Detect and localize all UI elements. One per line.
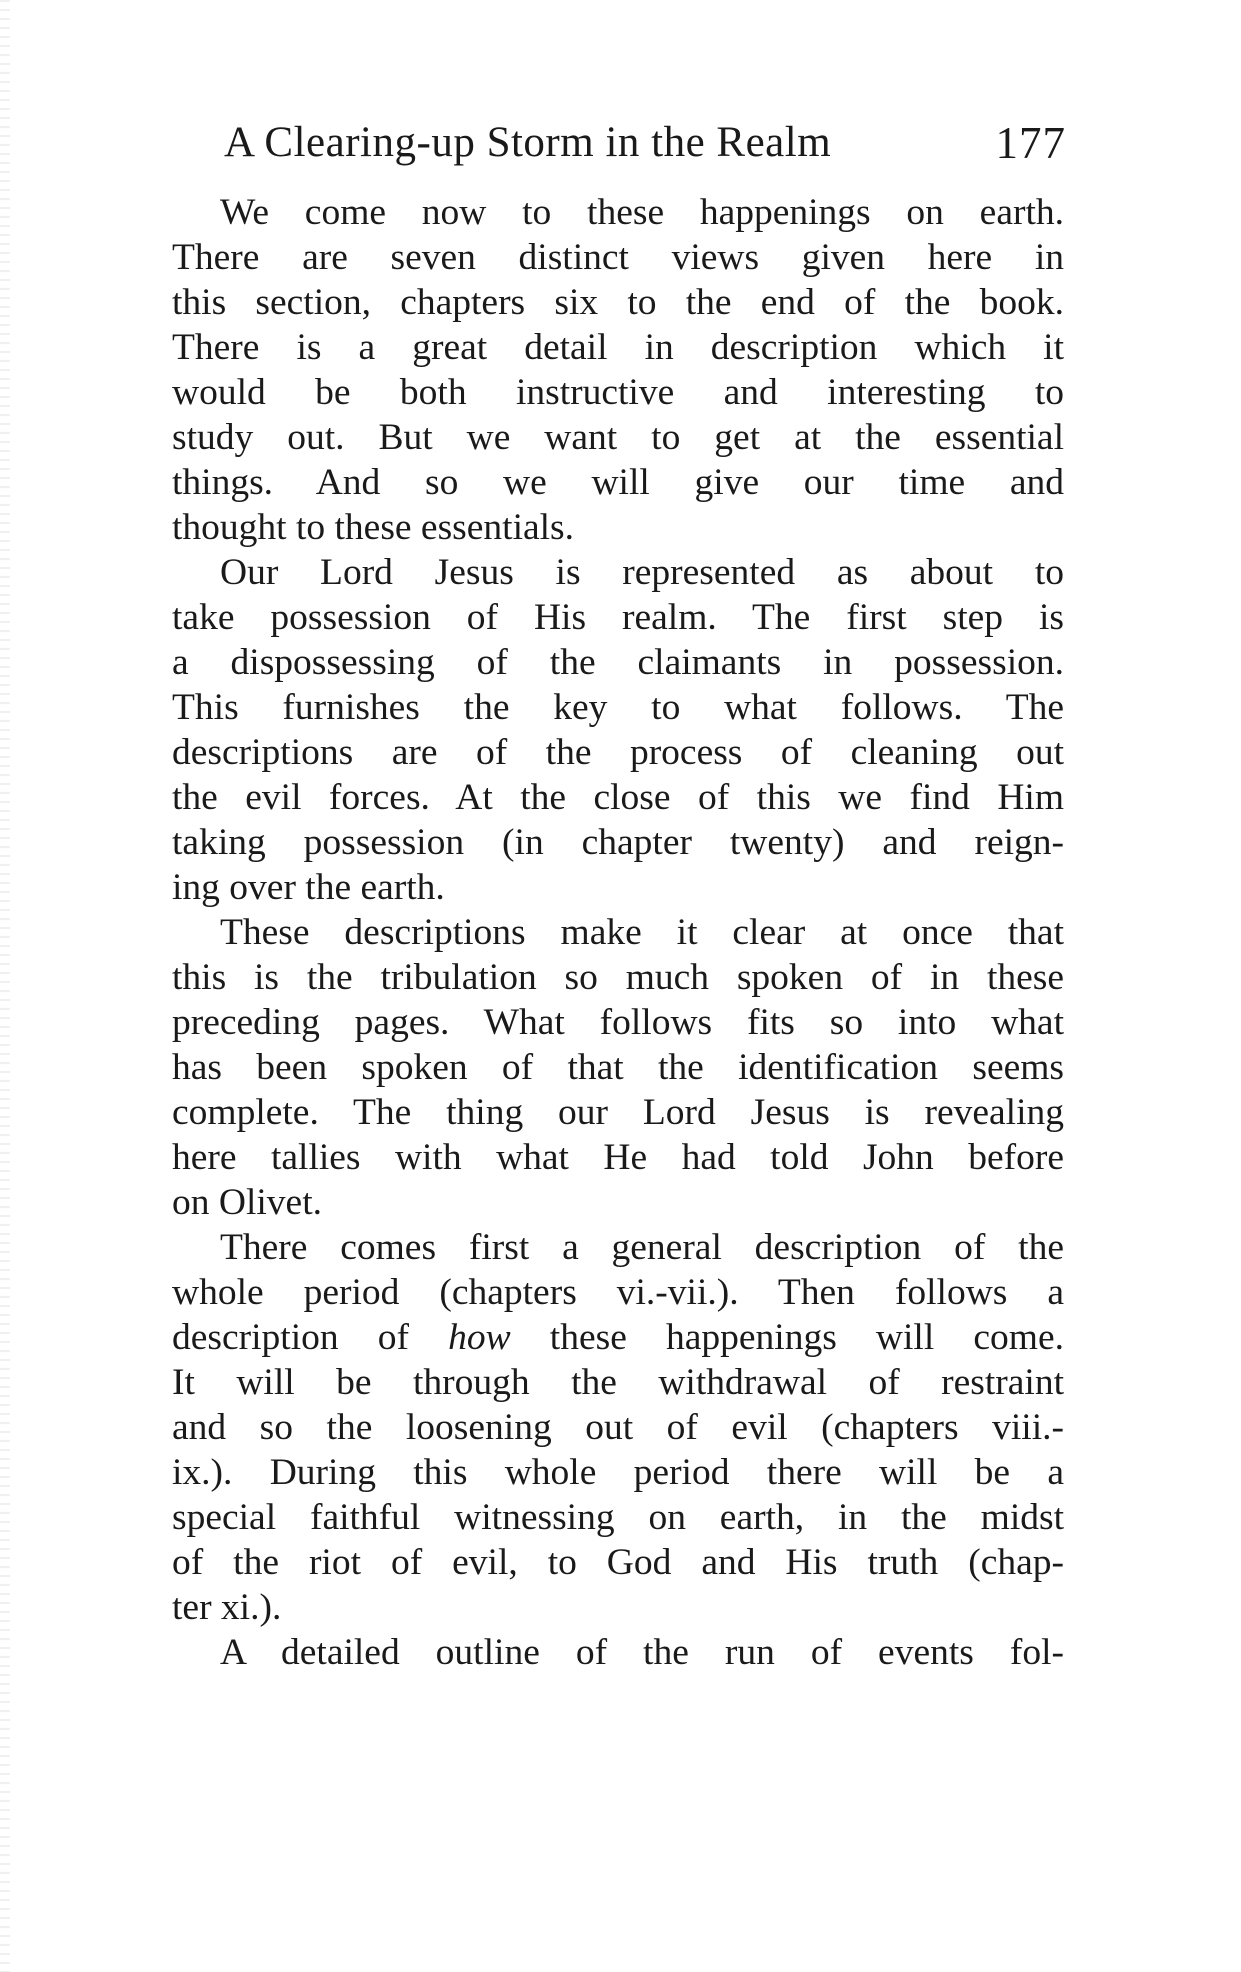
text-line: There is a great detail in description which it	[172, 327, 1064, 368]
text-line: the evil forces. At the close of this we find Him	[172, 777, 1064, 818]
paragraph-5	[172, 1630, 1064, 1675]
text-line: study out. But we want to get at the essential	[172, 417, 1064, 458]
text-line: of the riot of evil, to God and His truth (chap-	[172, 1542, 1064, 1583]
text-line: description of how these happenings will come.	[172, 1317, 1064, 1358]
text-line: A detailed outline of the run of events fol-	[220, 1632, 1064, 1673]
paragraph-4	[172, 1225, 1064, 1630]
page-number: 177	[995, 118, 1066, 168]
text-line: take possession of His realm. The first step is	[172, 597, 1064, 638]
scan-edge-noise	[0, 0, 10, 1972]
text-line: ter xi.).	[172, 1587, 282, 1628]
text-line: things. And so we will give our time and	[172, 462, 1064, 503]
running-head-title: A Clearing-up Storm in the Realm	[224, 119, 832, 166]
text-line: here tallies with what He had told John before	[172, 1137, 1064, 1178]
text-line: ing over the earth.	[172, 867, 445, 908]
text-line: preceding pages. What follows fits so into what	[172, 1002, 1064, 1043]
text-line: This furnishes the key to what follows. The	[172, 687, 1064, 728]
text-line: would be both instructive and interesting to	[172, 372, 1064, 413]
text-line: this is the tribulation so much spoken of in these	[172, 957, 1064, 998]
text-line: There comes first a general description of the	[220, 1227, 1064, 1268]
paragraph-1	[172, 190, 1064, 550]
text-line: a dispossessing of the claimants in possession.	[172, 642, 1064, 683]
running-head	[224, 118, 1066, 168]
text-line: special faithful witnessing on earth, in the midst	[172, 1497, 1064, 1538]
text-line: These descriptions make it clear at once that	[220, 912, 1064, 953]
text-line: and so the loosening out of evil (chapters viii.-	[172, 1407, 1064, 1448]
text-line: Our Lord Jesus is represented as about to	[220, 552, 1064, 593]
text-line: descriptions are of the process of cleaning out	[172, 732, 1064, 773]
text-line: has been spoken of that the identification seems	[172, 1047, 1064, 1088]
text-line: whole period (chapters vi.-vii.). Then follows a	[172, 1272, 1064, 1313]
text-line: this section, chapters six to the end of the book.	[172, 282, 1064, 323]
text-line: There are seven distinct views given here in	[172, 237, 1064, 278]
text-line: complete. The thing our Lord Jesus is revealing	[172, 1092, 1064, 1133]
text-line: taking possession (in chapter twenty) and reign-	[172, 822, 1064, 863]
text-line: It will be through the withdrawal of restraint	[172, 1362, 1064, 1403]
body-text	[172, 190, 1064, 1675]
paragraph-3	[172, 910, 1064, 1225]
text-line: thought to these essentials.	[172, 507, 575, 548]
text-line: on Olivet.	[172, 1182, 322, 1223]
emphasis-how: how	[448, 1317, 511, 1358]
text-line: ix.). During this whole period there will be a	[172, 1452, 1064, 1493]
paragraph-2	[172, 550, 1064, 910]
text-line: We come now to these happenings on earth.	[220, 192, 1064, 233]
